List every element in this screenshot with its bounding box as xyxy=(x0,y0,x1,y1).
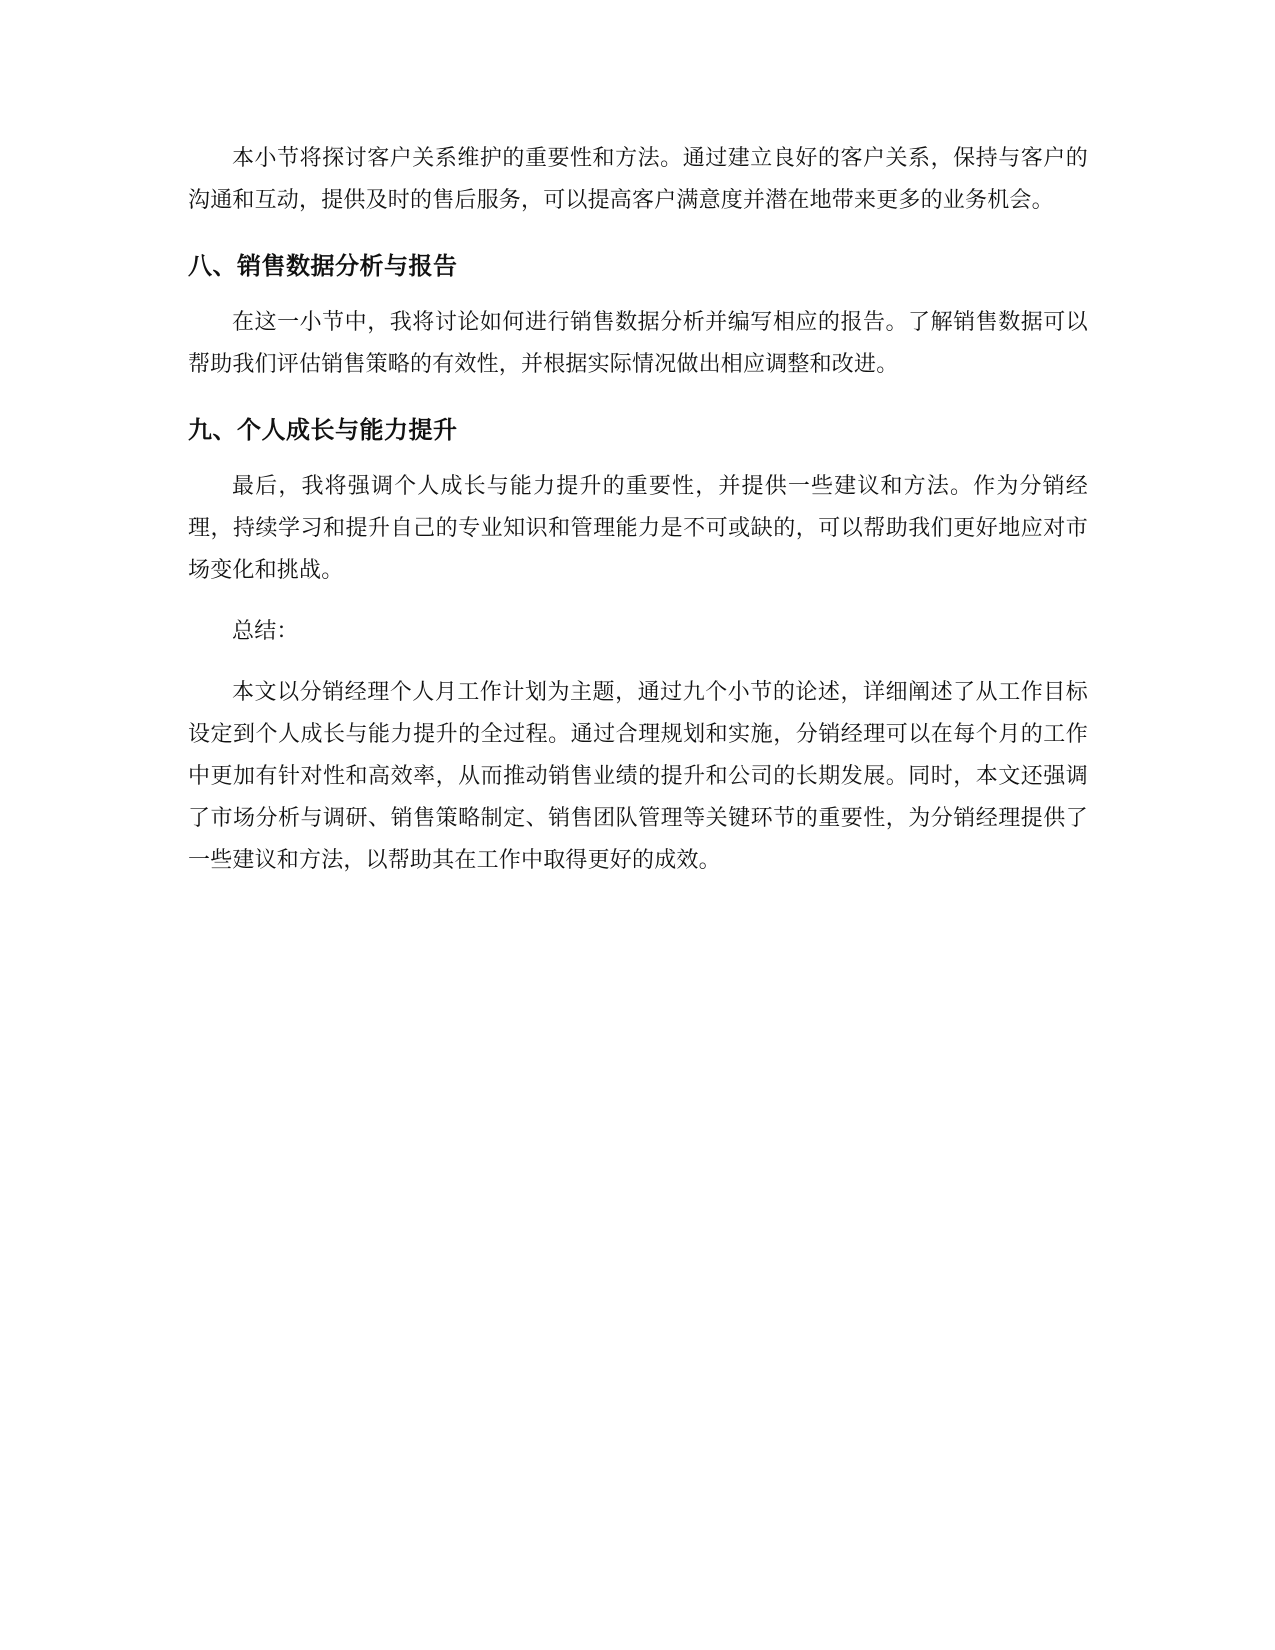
summary-label: 总结： xyxy=(232,619,299,644)
summary-paragraph: 本文以分销经理个人月工作计划为主题，通过九个小节的论述，详细阐述了从工作目标设定到个人成长与能力提升的全过程。通过合理规划和实施，分销经理可以在每个月的工作中更加有针对性和高效率，从而推动销售业绩的提升和公司的长期发展。同时，本文还强调了市场分析与调研、销售策略制定、销售团队管理等关键环节的重要性，为分销经理提供了一些建议和方法，以帮助其在工作中取得更好的成效。 xyxy=(188,680,1088,873)
section-paragraph-9: 最后，我将强调个人成长与能力提升的重要性，并提供一些建议和方法。作为分销经理，持续学习和提升自己的专业知识和管理能力是不可或缺的，可以帮助我们更好地应对市场变化和挑战。 xyxy=(188,474,1088,583)
section-paragraph-8: 在这一小节中，我将讨论如何进行销售数据分析并编写相应的报告。了解销售数据可以帮助我们评估销售策略的有效性，并根据实际情况做出相应调整和改进。 xyxy=(188,310,1088,377)
document-body xyxy=(188,138,1088,882)
section-heading-8: 八、销售数据分析与报告 xyxy=(188,252,458,280)
section-heading-9: 九、个人成长与能力提升 xyxy=(188,416,458,444)
intro-paragraph: 本小节将探讨客户关系维护的重要性和方法。通过建立良好的客户关系，保持与客户的沟通和互动，提供及时的售后服务，可以提高客户满意度并潜在地带来更多的业务机会。 xyxy=(188,146,1088,213)
